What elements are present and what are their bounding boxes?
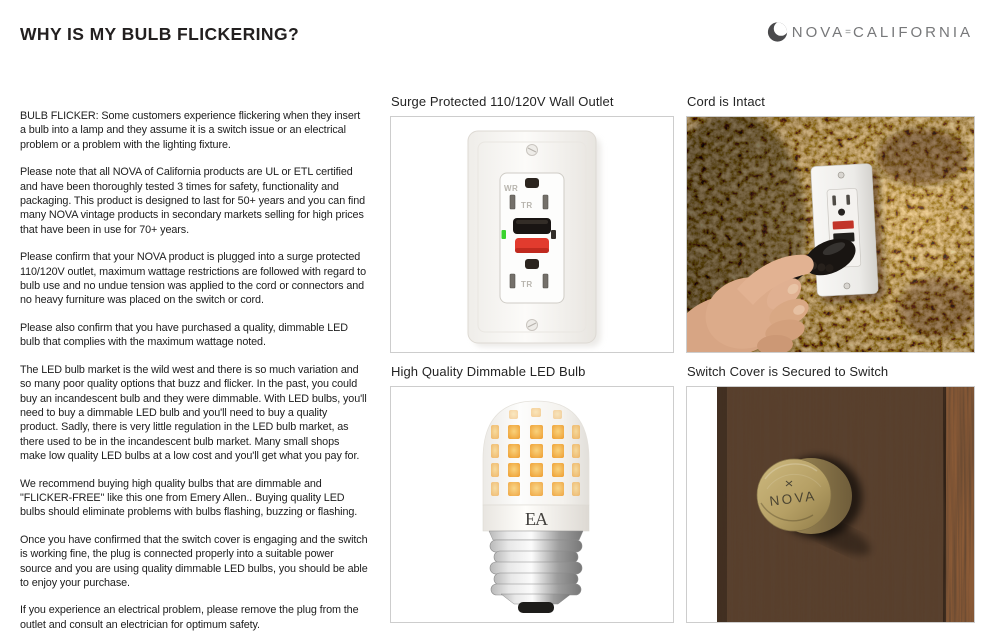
outlet-photo [390, 116, 674, 353]
figure-surge-outlet [390, 94, 674, 353]
wall-plate [811, 163, 885, 302]
figure-cord-intact [686, 94, 975, 353]
outlet-wr-label: WR [504, 184, 519, 193]
paragraph-electrical-problem: If you experience an electrical problem, please remove the plug from the outlet and consult an electrician for optimum safety. [20, 604, 359, 631]
reset-button [515, 238, 549, 253]
cord-plug-illustration [687, 117, 974, 352]
logo-region-text: CALIFORNIA [852, 23, 973, 41]
wiring-slot [551, 230, 556, 239]
outlet-tr-bottom-label: TR [521, 280, 533, 289]
ground-hole-bottom [525, 259, 539, 269]
paragraph-recommend: We recommend buying high quality bulbs that are dimmable and "FLICKER-FREE" like this one from Emery Allen.. Buying quality LED bulbs should eliminate problems with bulbs flashing, buzzing or flashing. [20, 477, 358, 519]
figure-led-bulb [390, 364, 674, 623]
logo-separator: = [845, 26, 851, 38]
nova-logo-icon [767, 21, 789, 43]
figure-switch-knob [686, 364, 975, 623]
knob-nova-engraving: NOVA [768, 488, 818, 509]
paragraph-certified: Please note that all NOVA of California products are UL or ETL certified and have been thoroughly tested 3 times for safety, functionality and packaging. This product is designed to last for 50+ years and you can find many NOVA vintage products in secondary markets selling for high prices that have been in use for 70+ years. [20, 166, 366, 236]
led-indicator [502, 230, 507, 239]
screw-base [489, 531, 583, 604]
knob-photo [686, 386, 975, 623]
gfci-outlet-illustration [391, 117, 673, 352]
cord-photo [686, 116, 975, 353]
reset-button [833, 220, 854, 229]
base-contact-tip [518, 602, 554, 613]
paragraph-confirm-surge: Please confirm that your NOVA product is plugged into a surge protected 110/120V outlet, maximum wattage restrictions are followed with regard to bulb use and no undue tension was applied to the cord or connectors and no heavy furniture was placed on the switch or cord. [20, 251, 366, 307]
brand-logo [767, 20, 973, 44]
plate-screw-top [527, 145, 538, 156]
page-title: WHY IS MY BULB FLICKERING? [20, 24, 300, 44]
bulb-photo [390, 386, 674, 623]
plate-screw-bottom [527, 320, 538, 331]
figure-caption: Switch Cover is Secured to Switch [687, 364, 889, 379]
outlet-tr-top-label: TR [521, 201, 533, 210]
figure-caption: Cord is Intact [687, 94, 765, 109]
figure-caption: High Quality Dimmable LED Bulb [391, 364, 586, 379]
emery-allen-logo: EA [525, 509, 547, 529]
logo-brand-text: NOVA [791, 23, 846, 41]
figure-caption: Surge Protected 110/120V Wall Outlet [391, 94, 614, 109]
paragraph-bulb-flicker: BULB FLICKER: Some customers experience flickering when they insert a bulb into a lamp and they assume it is a switch issue or an electrical problem or a problem with the lighting fixture. [20, 110, 361, 151]
paragraph-once-confirmed: Once you have confirmed that the switch cover is engaging and the switch is working fine, the plug is connected properly into a suitable power source and you are using quality dimmable LED bulbs, you should be able to enjoy your purchase. [20, 533, 368, 589]
led-bulb-illustration [391, 387, 673, 622]
paragraph-confirm-bulb: Please also confirm that you have purchased a quality, dimmable LED bulb that complies with the maximum wattage noted. [20, 321, 348, 349]
nova-knob-illustration [687, 387, 974, 622]
paragraph-led-market: The LED bulb market is the wild west and there is so much variation and so many poor quality options that buzz and flicker. In the past, you could buy an incandescent bulb and they were dimmable. With LED bulbs, you'll need to buy a dimmable LED bulb and you'll need to buy a quality product. Sadly, there is very little regulation in the LED bulb market, as there used to be in the incandescent bulb market. Many small shops make low quality LED bulbs at a low cost and you'll get what you pay for. [20, 363, 367, 463]
article-text [20, 109, 368, 632]
ground-hole-top [525, 178, 539, 188]
